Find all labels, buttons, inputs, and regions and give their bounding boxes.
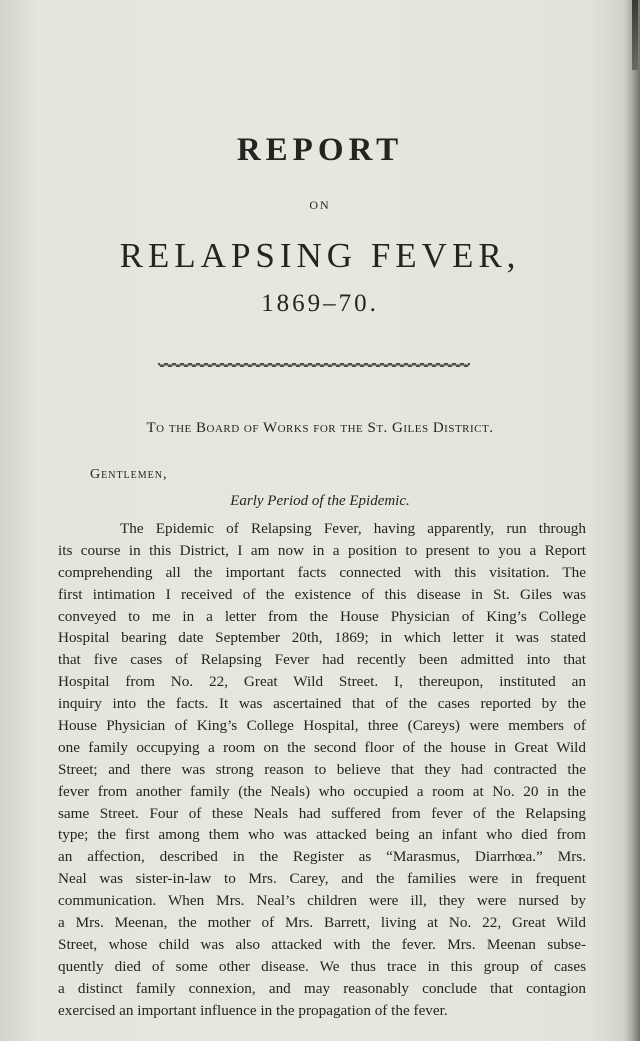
body-line: inquiry into the facts. It was ascertained that of the cases reported by the <box>58 695 586 713</box>
address-line: To the Board of Works for the St. Giles District. <box>146 420 494 436</box>
body-line: House Physician of King’s College Hospital, three (Careys) were members of <box>58 717 586 735</box>
body-line: Street; and there was strong reason to believe that they had contracted the <box>58 760 586 778</box>
section-heading: Early Period of the Epidemic. <box>230 493 410 509</box>
body-line: comprehending all the important facts connected with this visitation. The <box>58 563 586 581</box>
body-line: a distinct family connexion, and may reasonably conclude that contagion <box>58 979 586 997</box>
report-title: REPORT <box>236 132 404 168</box>
body-line: same Street. Four of these Neals had suffered from fever of the Relapsing <box>58 804 586 822</box>
binding-mark <box>632 0 638 70</box>
body-line: Street, whose child was also attacked with the fever. Mrs. Meenan subse- <box>58 935 586 953</box>
body-line: fever from another family (the Neals) who occupied a room at No. 20 in the <box>58 782 586 800</box>
body-paragraph <box>58 518 586 1021</box>
body-line: first intimation I received of the existence of this disease in St. Giles was <box>58 585 586 603</box>
body-line: The Epidemic of Relapsing Fever, having apparently, run through <box>120 520 586 537</box>
body-line: Neal was sister-in-law to Mrs. Carey, and the families were in frequent <box>58 870 586 888</box>
body-line: an affection, described in the Register as “Marasmus, Diarrhœa.” Mrs. <box>58 848 586 866</box>
body-line: quently died of some other disease. We thus trace in this group of cases <box>58 957 586 975</box>
body-line: communication. When Mrs. Neal’s children were ill, they were nursed by <box>58 892 586 910</box>
report-years: 1869–70. <box>261 290 379 317</box>
title-connector: ON <box>309 198 331 212</box>
body-line: its course in this District, I am now in a position to present to you a Report <box>58 541 586 559</box>
body-line: conveyed to me in a letter from the House Physician of King’s College <box>58 607 586 625</box>
body-line: a Mrs. Meenan, the mother of Mrs. Barrett, living at No. 22, Great Wild <box>58 914 586 932</box>
body-line: that five cases of Relapsing Fever had recently been admitted into that <box>58 651 586 669</box>
wavy-rule-divider <box>158 360 470 370</box>
body-line: one family occupying a room on the second floor of the house in Great Wild <box>58 738 586 756</box>
body-line: type; the first among them who was attacked being an infant who died from <box>58 826 586 844</box>
salutation: Gentlemen, <box>90 467 168 482</box>
report-subject: RELAPSING FEVER, <box>119 236 521 275</box>
body-line: Hospital from No. 22, Great Wild Street. I, thereupon, instituted an <box>58 673 586 691</box>
body-line: exercised an important influence in the propagation of the fever. <box>58 1001 448 1019</box>
body-line: Hospital bearing date September 20th, 1869; in which letter it was stated <box>58 629 586 647</box>
